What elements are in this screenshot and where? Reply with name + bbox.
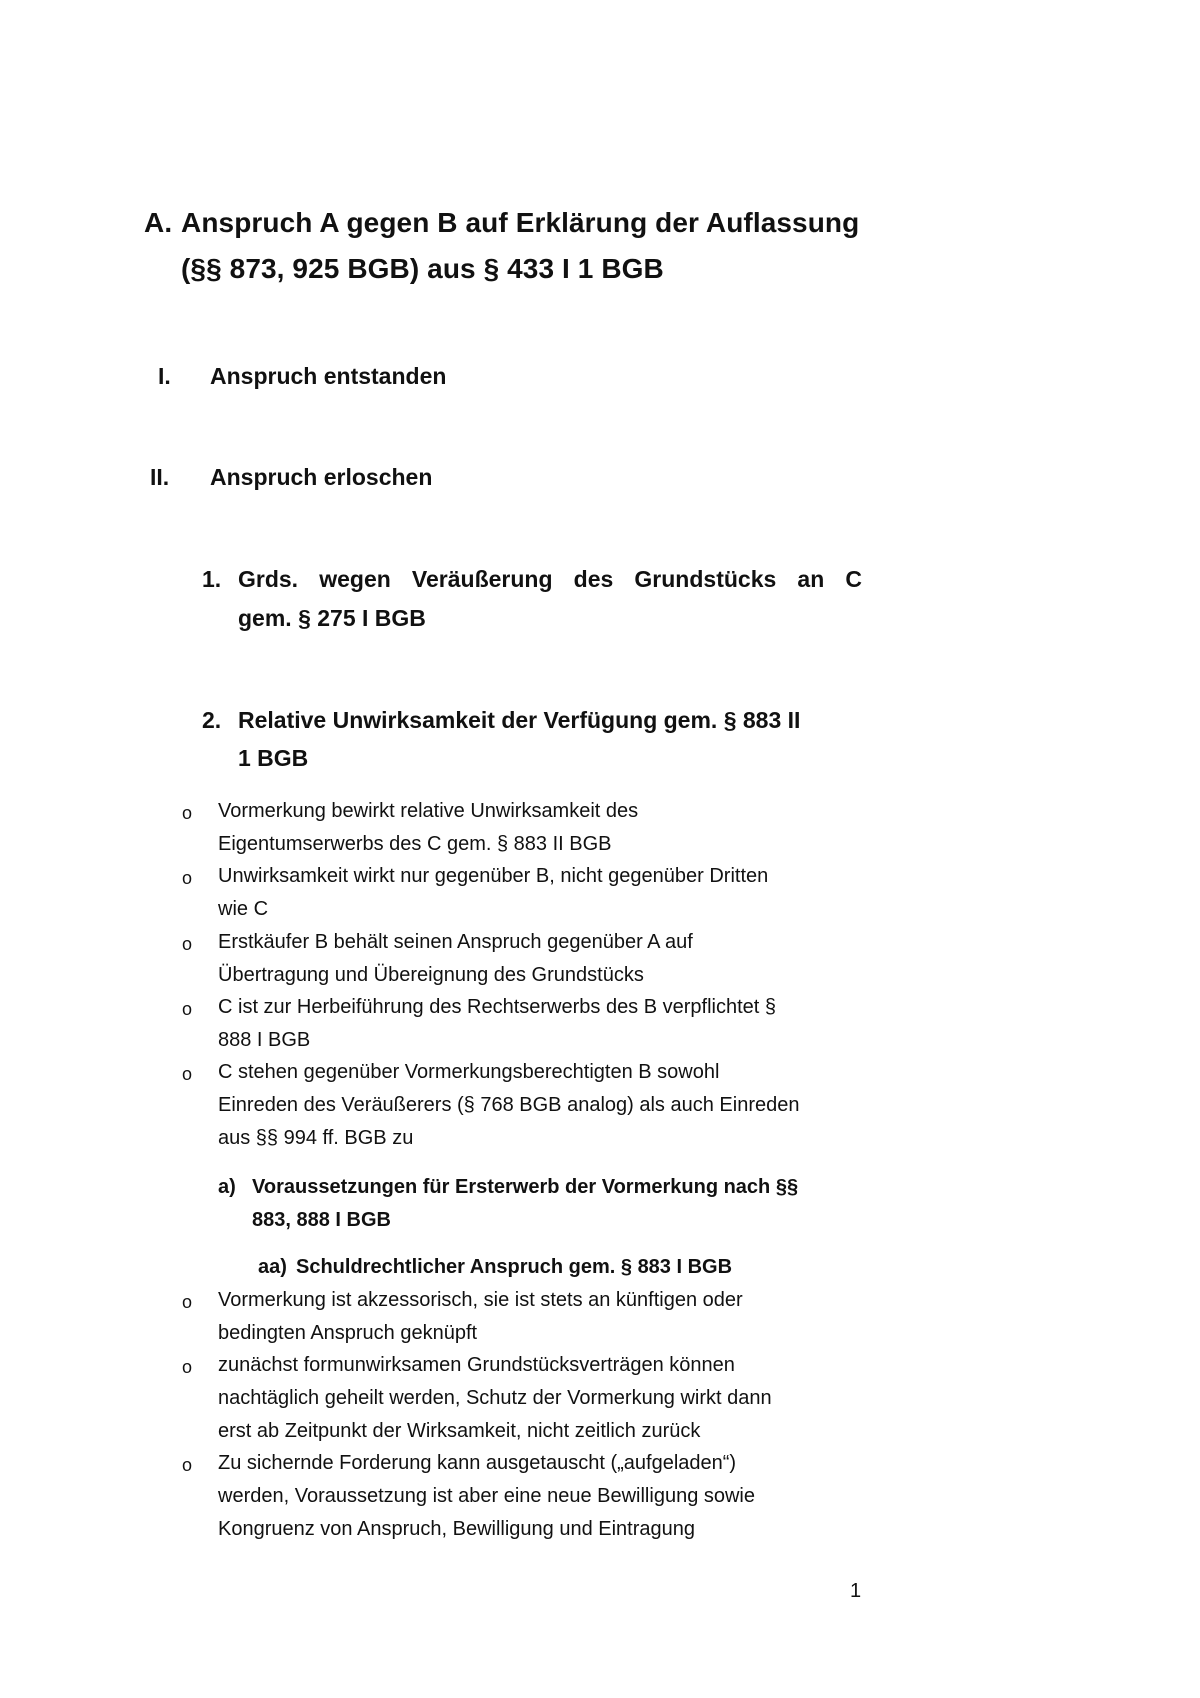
- bullet-text-line: 888 I BGB: [218, 1029, 311, 1051]
- bullet-text-line: Übertragung und Übereignung des Grundstücks: [218, 964, 644, 986]
- bullet-marker: o: [182, 1292, 193, 1312]
- item-2-line1: Relative Unwirksamkeit der Verfügung gem. § 883 II: [238, 707, 801, 733]
- bullet-text-line: zunächst formunwirksamen Grundstücksverträgen können: [218, 1354, 735, 1376]
- bullet-text-line: Vormerkung ist akzessorisch, sie ist stets an künftigen oder: [218, 1289, 743, 1311]
- heading-a-line1: Anspruch A gegen B auf Erklärung der Auflassung: [181, 207, 860, 238]
- item-aa-label: aa): [258, 1256, 287, 1278]
- bullet-marker: o: [182, 868, 193, 888]
- section-i-title: Anspruch entstanden: [210, 363, 447, 389]
- section-ii-label: II.: [150, 464, 170, 490]
- heading-a-line2: (§§ 873, 925 BGB) aus § 433 I 1 BGB: [181, 253, 664, 284]
- bullet-text-line: Eigentumserwerbs des C gem. § 883 II BGB: [218, 833, 612, 855]
- bullet-text-line: bedingten Anspruch geknüpft: [218, 1322, 478, 1344]
- item-1-line1: Grds. wegen Veräußerung des Grundstücks an C: [238, 566, 862, 592]
- bullet-text-line: Unwirksamkeit wirkt nur gegenüber B, nicht gegenüber Dritten: [218, 865, 769, 887]
- item-1-label: 1.: [202, 566, 222, 592]
- item-a-line1: Voraussetzungen für Ersterwerb der Vormerkung nach §§: [252, 1176, 799, 1198]
- item-1-text: [238, 566, 862, 632]
- bullet-text-line: Zu sichernde Forderung kann ausgetauscht („aufgeladen“): [218, 1452, 737, 1474]
- item-1-line2: gem. § 275 I BGB: [238, 605, 426, 631]
- bullet-text-line: Kongruenz von Anspruch, Bewilligung und Eintragung: [218, 1518, 695, 1540]
- bullet-marker: o: [182, 1357, 193, 1377]
- heading-a-label: A.: [144, 207, 173, 238]
- bullet-marker: o: [182, 1455, 193, 1475]
- section-i-label: I.: [158, 363, 171, 389]
- bullet-text-line: erst ab Zeitpunkt der Wirksamkeit, nicht zeitlich zurück: [218, 1420, 701, 1442]
- item-a-label: a): [218, 1176, 236, 1198]
- section-ii-title: Anspruch erloschen: [210, 464, 433, 490]
- bullet-marker: o: [182, 1064, 193, 1084]
- item-a-line2: 883, 888 I BGB: [252, 1209, 391, 1231]
- page-number: 1: [850, 1580, 862, 1602]
- bullet-text-line: aus §§ 994 ff. BGB zu: [218, 1127, 414, 1149]
- bullet-text-line: wie C: [218, 898, 269, 920]
- bullet-text-line: C stehen gegenüber Vormerkungsberechtigten B sowohl: [218, 1061, 720, 1083]
- item-2-label: 2.: [202, 707, 222, 733]
- bullet-text-line: werden, Voraussetzung ist aber eine neue Bewilligung sowie: [218, 1485, 756, 1507]
- item-2-line2: 1 BGB: [238, 745, 309, 771]
- bullet-text-line: Vormerkung bewirkt relative Unwirksamkeit des: [218, 800, 639, 822]
- bullet-marker: o: [182, 999, 193, 1019]
- bullet-text-line: nachtäglich geheilt werden, Schutz der Vormerkung wirkt dann: [218, 1387, 772, 1409]
- item-aa-title: Schuldrechtlicher Anspruch gem. § 883 I BGB: [296, 1256, 733, 1278]
- bullet-marker: o: [182, 934, 193, 954]
- bullet-marker: o: [182, 803, 193, 823]
- bullet-text-line: Erstkäufer B behält seinen Anspruch gegenüber A auf: [218, 931, 693, 953]
- bullet-text-line: Einreden des Veräußerers (§ 768 BGB analog) als auch Einreden: [218, 1094, 800, 1116]
- bullet-text-line: C ist zur Herbeiführung des Rechtserwerbs des B verpflichtet §: [218, 996, 777, 1018]
